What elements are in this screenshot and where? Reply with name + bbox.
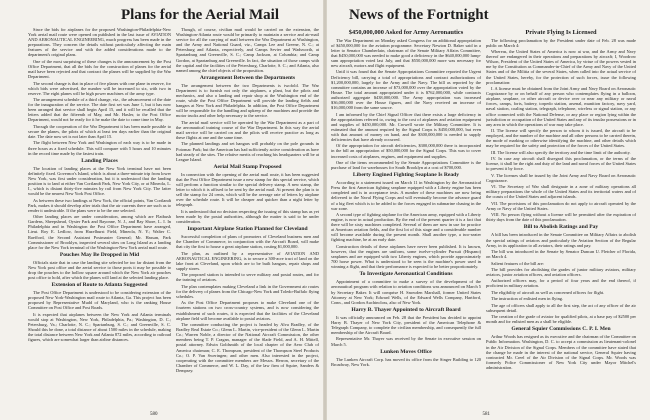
page-title: Plans for the Aerial Mail — [120, 7, 279, 23]
body-paragraph: Since the bids for airplanes for the proposed Washington-Philadelphia-New York aerial mail route were opened on published in the last issue of AVIATION AND AERONAUTICAL ENGINEERING, much progress has been made in the preparations. They concern the details without particularly affecting the main features of the service and with the added considerations made to the department's original plans. — [28, 27, 171, 58]
body-paragraph: VI. The Secretary of War shall designate in a zone of military operations all military preparations the whole of the United States and its territorial waters and of the coasts of the United States and adjacent islands. — [486, 184, 636, 200]
section-heading: General Squier Commissions C. P. I. Men — [511, 326, 611, 333]
body-paragraph: Through the cooperation of the War Department it has been made possible to secure the planes, the pilots of which at least ten days earlier than the original date. The date now set is not later than April 15. — [28, 123, 171, 140]
section-heading: Bill to Abolish Ratings and Pay — [523, 224, 599, 231]
body-paragraph: The creation of the grade of aviator for qualified pilots, at a base pay of $2500 per month and for enlisted men as a shall be eligible. — [486, 314, 636, 325]
body-paragraph: Whereas, the United States of America is now at war, and the Army and Navy thereof are endangered in their operations and preparations by aircraft; I, Woodrow Wilson, President of the United States of America, by virtue of the powers vested in me by the Constitution as Commander-in-Chief of the Army and Navy of the United States and of the Militia of the several States, when called into the actual service of the United States, hereby, for the protection of such forces, issue the following proclamation: — [486, 49, 636, 85]
body-paragraph: Salient features of the bill are: — [491, 260, 545, 266]
section-heading: Arrangement Between the Departments — [199, 74, 296, 81]
body-paragraph: Appointment of a committee to make a survey of the development of the aeronautical program with relation to aviation conditions was announced on March 5 by Secretary Baker. It will comprise H. Snowden Marshall, former United States Attorney at New York; Edward Wells, of the Edward Wells Company, Hartford, Conn., and Gordon Auchincloss, also of New York. — [331, 279, 481, 305]
article-columns — [331, 27, 636, 415]
body-paragraph: The bill was introduced in the Senate by Senator Duncan U. Fletcher of Florida, on March 4. — [486, 249, 636, 260]
body-paragraph: Though, of course, civilian mail would be carried on the extension, the Washington-Atlanta route would be primarily to maintain a service and air-mail service for all the carrying of mail between the War Department at Washington, and the Army and National Guard, viz., Camps Lee and Greene, N. C.; at Petersburg and Atlanta, respectively, and Camps Sevier and Wadsworth, at Spartanburg and Greenville, S. C.; Camp Jackson, at Columbia; and Camp Gordon, at Spartanburg and Greenville. In fact, the situation of those camps with the capital and the facilities of the Petersburg, Charlotte, S. C.; and Atlanta, also named among the chief objects of the proposition. — [176, 27, 319, 73]
body-paragraph: The War Department on Monday asked Congress for an additional appropriation of $450,000,000 for the aviation programme. Secretary Newton D. Baker said in a letter to Senator Chamberlain, chairman of the Senate Military Affairs Committee, that $450,000,000 was needed to make good a deficiency in the $640,000,000 lump-sum appropriation voted last July, and that $550,000,000 more was necessary for new aircraft, motors and flight equipment. — [331, 37, 481, 69]
body-paragraph: The Post Office Department is understood to be considering extension of the proposed New York-Washington mail route to Atlanta, Ga. This project has been proposed by Representative Mudd of Maryland, who is the ranking House Committee on Post Office and Post Roads. — [28, 290, 171, 311]
right-page — [325, 0, 650, 420]
body-paragraph: I am informed by the Chief Signal Officer that there exists a large deficiency in the appropriations referred to, owing to the cost of airplanes and aviation equipment and supplies of $450,000,000. Mr. Crowell wrote the Military Committee. It is estimated that the amount required by the Signal Corps is $450,000,000, but even with that amount of money on hand, and the $300,000,000 is needed to supply deficiencies that have already occurred. — [331, 111, 481, 142]
body-paragraph: Successful completion of plans of promoters of Cleveland business men and the Chamber of Commerce, in conjunction with the Aircraft Board, will make that city the first to house a great airplane station, costing $1,000,000. — [176, 234, 319, 250]
text-column — [331, 27, 481, 415]
body-paragraph: The bill provides for abolishing the grades of junior military aviators, military aviators, junior aviation officers, and aviation officers. — [486, 266, 636, 277]
body-paragraph: As the Post Office Department proposes to make Cleveland one of the fourteen stations on two cross-country systems, and is now considering the establishment of such routes, it is expected that the facilities of the Cleveland airplane field will become available to postal aviators. — [176, 300, 319, 321]
body-paragraph: Other landing places are under consideration, among which are Flatbush Gardens, Sheepshead, Oyster Park and Bayonne, N. J., and Bay Shore, L. I. In Philadelphia and in Washington the Post Office Department have arranged, Lieut. Roy E. Ledlow, from Hazelhurst Field, Mineola, N. Y.; Walter C. Raefford, the Second Assistant Postmaster General; Mr. Hassan, Park Commissioner of Brooklyn, inspected several sites on Long Island as a landing place for the New York terminal of the Washington-New York aerial mail route. — [28, 214, 171, 250]
body-paragraph: The aerial mail service will be operated by the War Department as a part of the aeronautical training course of the War Department. In this way the aerial mail service will be carried on and the pilots will receive practice as long as these flights at one and the same time. — [176, 119, 319, 141]
body-paragraph: The arrangement schedule of a third change, viz., the advancement of the date for the inauguration of the service. The date first set was June 1, but it has now been arranged that service shall begin April 15, and it will be recalled that the letters added that the fifteenth of May, and Mr. Hasler, to the Post Office Department, would not be ready for it he make the date to come time in May. — [28, 97, 171, 123]
page-number: 580 — [150, 412, 158, 417]
page-number: 581 — [482, 412, 490, 417]
section-heading: Landing Places — [81, 157, 118, 164]
body-paragraph: The planned landings and set hangars will probably on the pole grounds in Potomac Park; but the American has had sufficiently active consideration as have had steady of the sites. The relative merits of reaching his headquarters will be at League Island. — [176, 141, 319, 162]
body-paragraph: Until it was found that the Senate Appropriations Committee reported the Urgent Deficiency bill, carrying a total of appropriations and contract authorizations of $1,200,000,000, largely for the Army and the Navy. The bill as reported by the committee contains an increase of $73,000,000 over the appropriation voted by the House. The total amount appropriated under it is $762,000,000, while contracts authorized aggregate $438,000,000. The Army appropriation was increased $36,000,000 over the House figures, and the Navy received an increase of $16,000,000 from the same source. — [331, 69, 481, 111]
body-paragraph: The following proclamation by the President under date of Feb. 28 was made public on March 4: — [486, 37, 636, 48]
body-paragraph: V. The licenses shall be issued by the Joint Army and Navy Board on Aeronautic Cognizance. — [486, 172, 636, 183]
body-paragraph: II. The license will specify the person to whom it is issued, the aircraft to be employed, and the number of the machine and all other persons to be carried therein, the mode of marking or otherwise identifying the machine, and other details which may be required for the safety and protection of the forces of the United States. — [486, 128, 636, 149]
body-paragraph: VII. The provisions of this proclamation do not apply to aircraft operated by the Army or Navy of the United States. — [486, 200, 636, 211]
body-paragraph: One of the items recommended by the Senate Appropriations Committee is the purchase of land for warehouses for South Brooklyn at a cost of $700,000. — [331, 159, 481, 171]
body-paragraph: The second change is that in place of five planes with one plane in reserve, for which bids were advertised, the number will be increased to six, with two in reserve. The eight planes will be high power machines of the army type. — [28, 80, 171, 96]
text-column — [486, 27, 636, 415]
page-title: News of the Fortnight — [349, 7, 489, 23]
body-paragraph: The Lunken Aircraft Corp. has moved its office from the Singer Building to 120 Broadway, New York. — [331, 356, 481, 367]
section-heading: Harry B. Thayer Appointed to Aircraft Board — [351, 306, 461, 313]
body-paragraph: The flight between New York and Washington of each way is to be made in three hours as a fixed schedule. This will compare with 5 hours and 10 minutes in the record time made by the fastest train. — [28, 140, 171, 156]
body-paragraph: Arthur Woods has resigned as its executive and the chairman of the Committee on Public Information. Washington, D. C. to accept a commission as lieutenant-colonel in the Air Division of the Signal Corps. Members of the committee have stated that the change he made in the interest of the national service, General Squier having contracted Mr. Creel of the Air Division of the Signal Corps. Mr. Woods was formerly Police Commissioner of New York City under Mayor Mitchel's administration. — [486, 334, 636, 370]
body-paragraph: The location of landing places at the New York terminal have not been definitely fixed. Governor's Island, which is about a three-minute trip from lower New York, was first under consideration, but it is understood that the landing position is to land at either Van Cortlandt Park, New York City, or at Mineola, L. I., which is distant thirty-five minutes by rail from New York City. The latter would be the nearest New York Post Office. — [28, 165, 171, 197]
body-paragraph: One of the most surprising of these changes is the announcement by the Post Office Department, that all the bids for the construction of planes for the aerial mail have been rejected and that contract the planes will be supplied by the War Department. — [28, 58, 171, 80]
body-paragraph: A bill has been introduced in the Senate Committee on Military Affairs to abolish the special ratings of aviators and particularly the Aviation Section of the Regular Army, in its application to all aviators, their ratings and pay. — [486, 232, 636, 248]
section-heading: Lunken Moves Office — [380, 348, 432, 355]
body-paragraph: It was officially announced on Feb. 28 that the President has decided to appoint Harry B. Thayer of New York City, president of the American Telephone & Telegraph Company, to complete the civilian membership, and consequently the full membership of the Aircraft Board. — [331, 314, 481, 336]
article-columns — [28, 27, 319, 415]
body-paragraph: In connection with the opening of the aerial mail route, it has been suggested that the Post Office Department issue a new stamp for this special service, which will perform a function similar to the special delivery stamp. A new stamp, the letter to which it is affixed to be sent by the aerial mail. At present the plan is to sell the stamp for 24 cents, which will be the average rate of letters by airplane over the schedule route. It will be cheaper and quicker than a night letter by telegraph. — [176, 171, 319, 208]
body-paragraph: Construction details of these airplanes have never been published. It is known, however, that the engines are uniform, some twelve-cylinder Pursuit (Hispano) seaplanes and are equipped with two Liberty engines, which provide approximately 700 horse power. What is understood to be seen is the machine's power used in winning a flight, and that their performance is expected to be better proportionately. — [331, 243, 481, 270]
body-paragraph: The plan contemplates making Cleveland a link in the Government air routes for the delivery of planes from the Chicago-New York and Toledo-Buffalo flying schedules. — [176, 283, 319, 299]
section-heading: Aerial Mail Stamp Proposed — [213, 163, 282, 170]
section-heading: Extension of Route to Atlanta Suggested — [51, 282, 148, 289]
body-paragraph: Of the appropriation for aircraft deficiencies, $300,000,000 there is incorporated in the bill an appropriation of $50,000,000 for the Signal Corps. This was to cover increased costs of airplanes, engines, and equipment and supplies. — [331, 143, 481, 159]
section-heading: Private Flying Is Licensed — [525, 29, 597, 36]
section-heading: To Investigate Aeronautical Conditions — [359, 271, 453, 278]
body-paragraph: The plan, as outlined by a representative of AVIATION AND AERONAUTICAL ENGINEERING, is to secure a 300-acre tract of land on the lake front at Cleveland, upon which are to be built hangars, repair shops and supply stores. — [176, 250, 319, 271]
body-paragraph: The arrangement between the two Departments is twofold. The War Department is to furnish not only the airplanes, a plant, but the pilots and mechanics, and also a landing and repair shop at the Washington end of the route, while the Post Office Department will provide the landing fields and hangars at New York and Philadelphia. In addition, the Post Office Department will be responsible for the handling and upkeep of the machines and provide the motor trucks and other help necessary to the service. — [176, 82, 319, 119]
body-paragraph: VIII. No person flying without a license will be permitted after the expiration of thirty days from the date of this proclamation. — [486, 212, 636, 223]
section-heading: $450,000,000 Asked for Army Aeronautics — [348, 29, 464, 36]
body-paragraph: It is understood that no decision respecting the issuing of this stamp has as yet been made by the postal authorities, although the matter is said to be under consideration. — [176, 208, 319, 224]
body-paragraph: As between these two landings at New York, the official points, Van Cortlandt Park, makes it should develop after trials that the air currents there are such as to render it undesirable. If the plans were to be the one selected. — [28, 197, 171, 213]
section-heading: Pouches May Be Dropped in Mid — [59, 251, 140, 258]
section-heading: Important Airplane Station Planned for Cleveland — [187, 226, 308, 233]
body-paragraph: Officials state that in case the landing site selected be too far distant from the New York post office and the aerial service to those ports it may be possible to drop the pouches to the hollow square around which the New York air pouches post office to hold, after which the planes will land at the selected landing place. — [28, 259, 171, 281]
body-paragraph: The age of officers shall apply to all the first step, the act of any officer of the air subsequent detail. — [486, 302, 636, 313]
body-paragraph: I. A license must be obtained from the Joint Army and Navy Board on Aeronautic Cognizance by or on behalf of any person who contemplates flying in a balloon, airplane, seaplane, or other aircraft or device over or near any military or naval forces, camps, forts, battery, torpedo station, arsenal, munition factory, navy yard, naval station, coaling station, telegraph, telephone, wireless or signal station, or any office connected with the National Defense, or any place or region lying within the jurisdiction or occupation of the United States and any of its insular possessions or in any area in which the operations of war may take place. — [486, 86, 636, 127]
body-paragraph: IV. In case any aircraft shall disregard this proclamation, or the terms of the license, it shall be the right and duty of the land and naval forces of the United States to prevent it by force. — [486, 156, 636, 172]
text-column — [176, 27, 319, 415]
body-paragraph: According to a statement issued on March 11 in Washington by the Aeronautical Press the first American fighting seaplane equipped with a Liberty engine has been completed and is in acceptance tests. A number of these machines are now being delivered to the Naval Flying Corps and will eventually become the advance guard of a big fleet which is to be added to the forces engaged in submarine chasing in the war zone. — [331, 180, 481, 211]
body-paragraph: A second type of fighting airplane for the American army, equipped with a Liberty engine, is now in actual production. By the end of the present quarter it is a fact that there will be sixty machines completed. Several of them are now in use for practice at American aviation fields, and the first lot of this stage and a considerable number will become available during the present month. Shall another type, a two-seater fighting machine, be at an early date. — [331, 211, 481, 243]
body-paragraph: It is expected that airplanes between the New York and Atlanta terminals would stop at Washington, New York, Philadelphia, Pa.; Washington, D. C.; Petersburg, Va.; Charlotte, N. C.; Spartanburg, S. C.; and Greenville, S. C. Should this be done, a total distance of about 1500 miles in the schedule, making the total distance between New York and Atlanta 872 miles, according to railroad figures, which are somewhat larger than airline distances. — [28, 311, 171, 343]
text-column — [28, 27, 171, 415]
body-paragraph: Representative Mr. Thayer was received by the Senate in executive session on March 5. — [331, 336, 481, 347]
body-paragraph: The eligibility of aircraft as well as concerned officers for flight. — [491, 289, 605, 295]
section-heading: Liberty Engined Fighting Seaplane Is Ready — [352, 172, 460, 179]
body-paragraph: The proposed station is intended to serve military and postal routes, and for the training of aviators. — [176, 272, 319, 283]
body-paragraph: The instruction of enlisted men in flying. — [491, 296, 564, 302]
body-paragraph: III. The license will also specify the territory and the time limit of the authority. — [491, 149, 631, 155]
body-paragraph: The committee conducting the project is headed by Alva Bradley, of the Bradley Real Estate Co.; Glenn L. Martin, vice-president of the Glenn L. Martin Co.; Warren Noble, a director of the National Aircraft Commission, the other members being T. P. Cragan, manager of the Slade Field, and A. H. Mittell, postal attorney. Edwin Goldsmith of the local chapter of the Aero Club of America chairman; C. E. Thompson, president of the Thompson Steel Products Co.; O. P. Van Sweringen; and other men. Also interested in the project, cooperating with the committee members are Messrs. Herron, secretary of the Chamber of Commerce, and W. L. Day, of the law firm of Squire, Sanders & Dempsey. — [176, 322, 319, 373]
body-paragraph: Authorized officers may, for a period of four years and the end thereof, if proficient in military aviation. — [486, 278, 636, 289]
